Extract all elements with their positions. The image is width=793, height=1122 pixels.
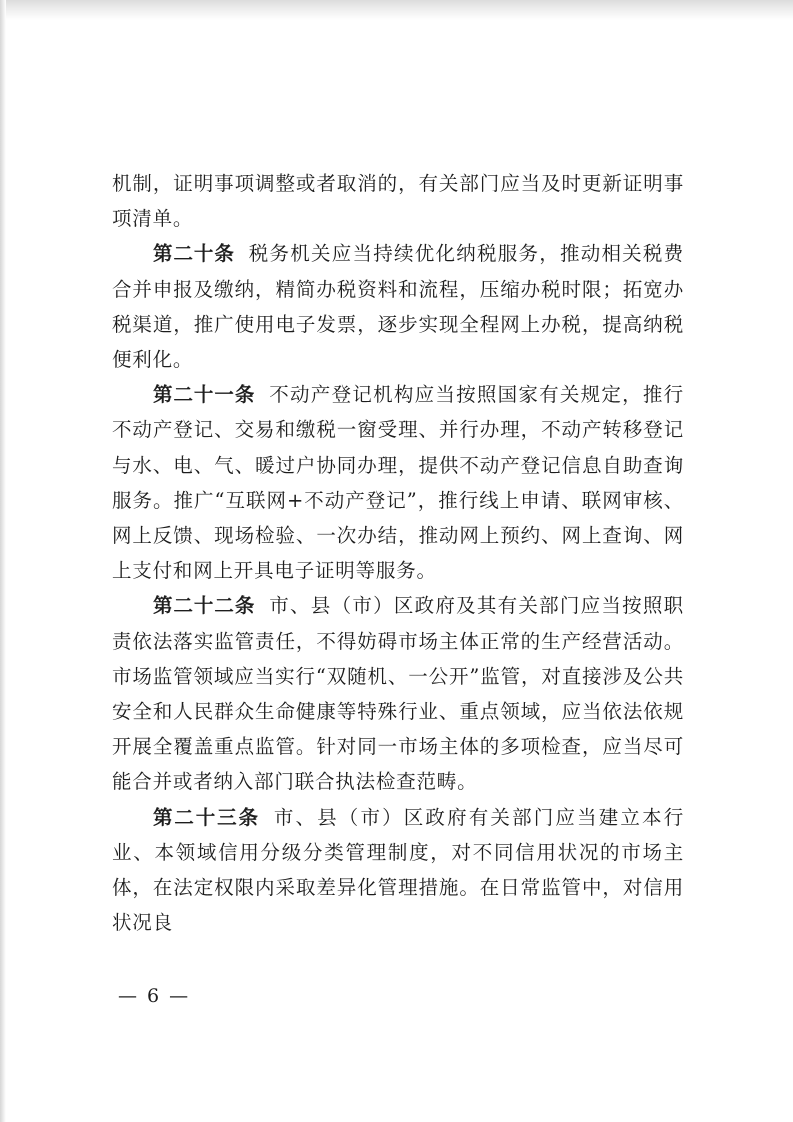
article-20 [112, 236, 684, 377]
article-text: 税务机关应当持续优化纳税服务，推动相关税费合并申报及缴纳，精简办税资料和流程，压缩办税时限；拓宽办税渠道，推广使用电子发票，逐步实现全程网上办税，提高纳税便利化。 [112, 242, 684, 372]
paragraph-continuation [112, 166, 684, 236]
scan-edge-top [0, 0, 793, 20]
paragraph-text: 机制，证明事项调整或者取消的，有关部门应当及时更新证明事项清单。 [112, 172, 684, 231]
page-number: — 6 — [118, 985, 191, 1007]
article-21 [112, 377, 684, 588]
page-content [112, 166, 684, 940]
article-number: 第二十条 [153, 242, 235, 266]
scan-edge-left [0, 0, 6, 1122]
article-22 [112, 588, 684, 799]
article-number: 第二十一条 [153, 383, 256, 407]
article-text: 市、县（市）区政府及其有关部门应当按照职责依法落实监管责任，不得妨碍市场主体正常的生产经营活动。市场监管领域应当实行“双随机、一公开”监管，对直接涉及公共安全和人民群众生命健康等特殊行业、重点领域，应当依法依规开展全覆盖重点监管。针对同一市场主体的多项检查，应当尽可能合并或者纳入部门联合执法检查范畴。 [112, 594, 684, 794]
article-number: 第二十二条 [153, 594, 256, 618]
article-number: 第二十三条 [153, 805, 260, 829]
article-text: 不动产登记机构应当按照国家有关规定，推行不动产登记、交易和缴税一窗受理、并行办理，不动产转移登记与水、电、气、暖过户协同办理，提供不动产登记信息自助查询服务。推广“互联网+不动产登记”，推行线上申请、联网审核、网上反馈、现场检验、一次办结，推动网上预约、网上查询、网上支付和网上开具电子证明等服务。 [112, 383, 684, 583]
article-text: 市、县（市）区政府有关部门应当建立本行业、本领域信用分级分类管理制度，对不同信用状况的市场主体，在法定权限内采取差异化管理措施。在日常监管中，对信用状况良 [112, 805, 684, 935]
article-23 [112, 800, 684, 941]
